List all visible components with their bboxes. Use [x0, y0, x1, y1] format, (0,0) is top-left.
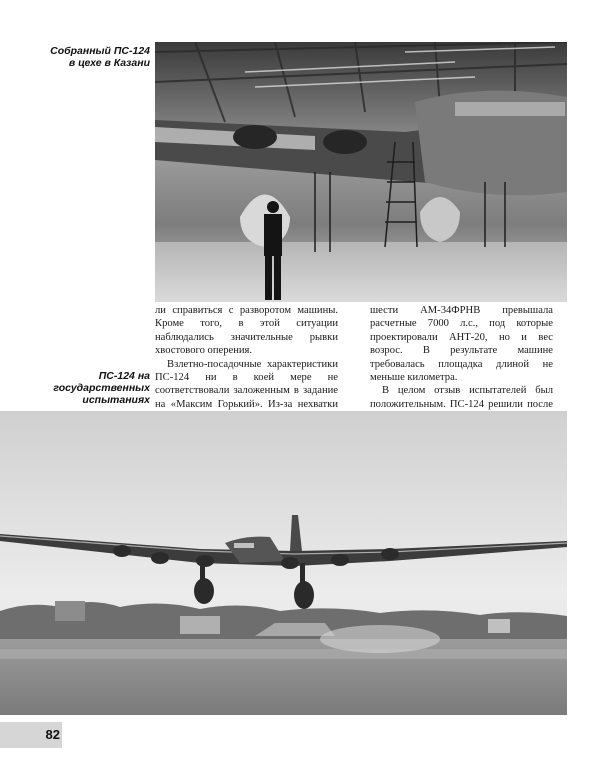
photo-assembly-hall: [155, 42, 567, 302]
caption-line: ПС-124 на: [98, 370, 150, 382]
paragraph: В целом отзыв испытателей был положительным. ПС-124 решили после: [370, 385, 553, 410]
caption-line: государственных: [53, 382, 150, 394]
paragraph: Взлетно-посадочные характеристики ПС-124 ни в коей мере не соответствовали заложенным в задание на «Максим Горький». Из-за нехватки: [155, 358, 338, 410]
caption-line: Собранный ПС-124: [50, 45, 150, 57]
takeoff-illustration: [0, 411, 567, 715]
photo-caption-factory: [50, 45, 150, 69]
paragraph: ли справиться с разворотом машины. Кроме того, в этой ситуации наблюдались значительные рывки хвостового оперения.: [155, 305, 338, 357]
caption-line: в цехе в Казани: [68, 57, 150, 69]
paragraph: шести АМ-34ФРНВ превышала расчетные 7000 л.с., под которые проектировали АНТ-20, но и вес возрос. В результате машине требовалась площадка длиной не меньше километра.: [370, 305, 553, 384]
page-number: 82: [45, 727, 60, 742]
photo-aircraft-takeoff: [0, 411, 567, 715]
caption-line: испытаниях: [82, 394, 150, 406]
hall-illustration: [155, 42, 567, 302]
photo-caption-trials: [53, 370, 150, 406]
